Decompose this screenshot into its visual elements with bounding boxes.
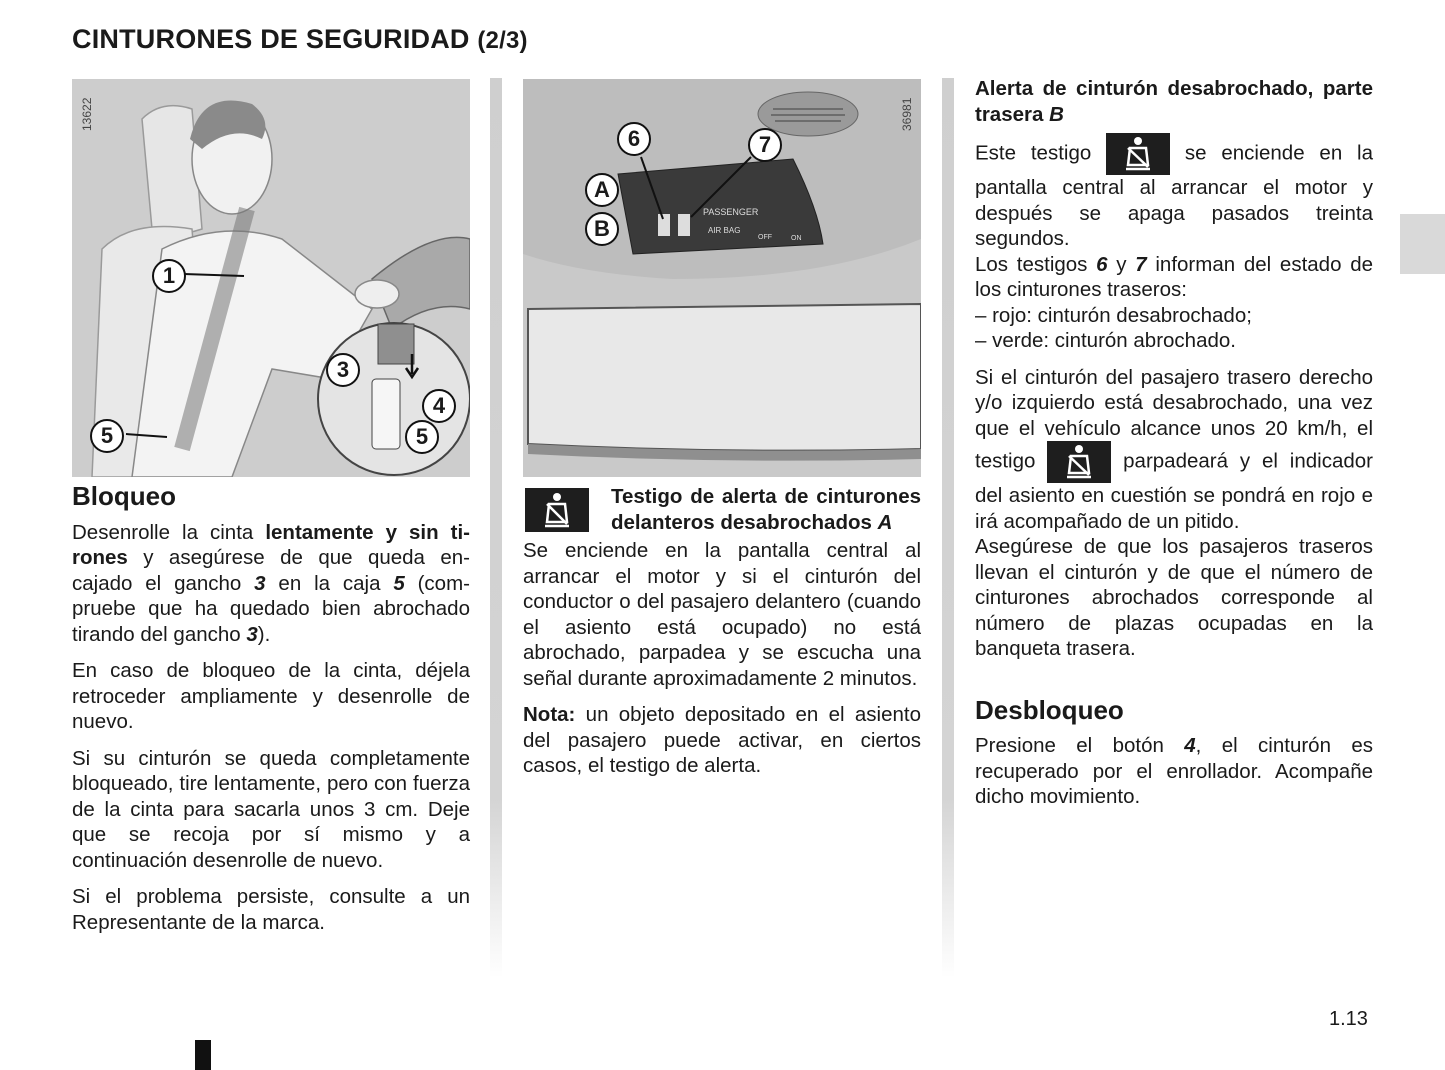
paragraph-bloqueo-4: Si el problema persiste, consulte a un Representante de la marca.: [72, 885, 470, 934]
heading-bloqueo: Bloqueo: [72, 481, 176, 511]
callout-b: B: [585, 212, 619, 246]
callout-7: 7: [748, 128, 782, 162]
print-mark: [195, 1040, 211, 1070]
figure-code: 13622: [80, 97, 94, 131]
figure-seatbelt-driver: [72, 79, 470, 477]
panel-text-off: OFF: [758, 234, 772, 241]
panel-text-on: ON: [791, 235, 802, 242]
seatbelt-warning-icon: [1047, 441, 1111, 483]
console-illustration: [523, 79, 921, 477]
driver-illustration: [72, 79, 470, 477]
column-divider: [490, 78, 502, 978]
paragraph-bloqueo-1: Desenrolle la cinta lentamente y sin ti-rones y asegúrese de que queda en-cajado el gancho 3 en la caja 5 (com-pruebe que ha quedado bien abrochado tirando del gancho 3).: [72, 520, 470, 646]
column-left: [72, 481, 470, 946]
status-list: [975, 303, 1373, 354]
paragraph-rear-1: Este testigo se enciende en la pantalla central al arrancar el motor y después se apaga pasados treinta segundos.: [975, 133, 1373, 252]
column-right: [975, 76, 1373, 821]
callout-5: 5: [90, 419, 124, 453]
paragraph-rear-4: Asegúrese de que los pasajeros traseros llevan el cinturón y de que el número de cinturones abrochados corresponde al número de plazas ocupadas en la banqueta trasera.: [975, 535, 1373, 660]
callout-1: 1: [152, 259, 186, 293]
seatbelt-warning-icon: [525, 488, 589, 532]
paragraph-desbloqueo: Presione el botón 4, el cinturón es recuperado por el enrollador. Acompañe dicho movimiento.: [975, 734, 1373, 808]
paragraph-nota: Nota: un objeto depositado en el asiento del pasajero puede activar, en ciertos casos, el testigo de alerta.: [523, 703, 921, 777]
list-item: – rojo: cinturón desabrochado;: [975, 303, 1252, 327]
heading-desbloqueo: Desbloqueo: [975, 694, 1124, 725]
page-number: 1.13: [1329, 1008, 1368, 1030]
front-belt-warning-block: [523, 484, 921, 536]
callout-6: 6: [617, 122, 651, 156]
paragraph-rear-3: Si el cinturón del pasajero trasero derecho y/o izquierdo está desabrochado, una vez que el vehículo alcance unos 20 km/h, el testigo parpadeará y el indicador del asiento en cuestión se pondrá en rojo e irá acompañado de un pitido.: [975, 365, 1373, 533]
front-belt-warning-title: Testigo de alerta de cinturones delanteros desabrochados A: [611, 485, 921, 534]
heading-rear-belt-alert: Alerta de cinturón desabrochado, parte trasera B: [975, 77, 1373, 126]
paragraph-front-belt: Se enciende en la pantalla central al arrancar el motor y si el cinturón del conductor o del pasajero delantero (cuando el asiento está ocupado) no está abrochado, parpadea y se escucha una señal durante aproximadamente 2 minutos.: [523, 539, 921, 690]
seatbelt-warning-icon: [1106, 133, 1170, 175]
paragraph-rear-2: Los testigos 6 y 7 informan del estado de los cinturones traseros:: [975, 252, 1373, 301]
section-tab-marker: [1400, 214, 1445, 274]
page-title: CINTURONES DE SEGURIDAD (2/3): [72, 24, 528, 54]
column-divider: [942, 78, 954, 978]
panel-text-airbag: AIR BAG: [708, 226, 741, 235]
paragraph-bloqueo-3: Si su cinturón se queda completamente bloqueado, tire lentamente, pero con fuerza de la cinta para sacarla unos 3 cm. Deje que se recoja por sí mismo y a continuación desenrolle de nuevo.: [72, 746, 470, 872]
callout-5b: 5: [405, 420, 439, 454]
column-middle: [523, 484, 921, 790]
page-title-part: (2/3): [477, 27, 528, 54]
panel-text-passenger: PASSENGER: [703, 207, 759, 217]
callout-3: 3: [326, 353, 360, 387]
paragraph-bloqueo-2: En caso de bloqueo de la cinta, déjela retroceder ampliamente y desenrolle de nuevo.: [72, 659, 470, 733]
figure-code: 36981: [900, 97, 914, 131]
callout-a: A: [585, 173, 619, 207]
callout-4: 4: [422, 389, 456, 423]
figure-overhead-console: [523, 79, 921, 477]
list-item: – verde: cinturón abrochado.: [975, 329, 1236, 352]
